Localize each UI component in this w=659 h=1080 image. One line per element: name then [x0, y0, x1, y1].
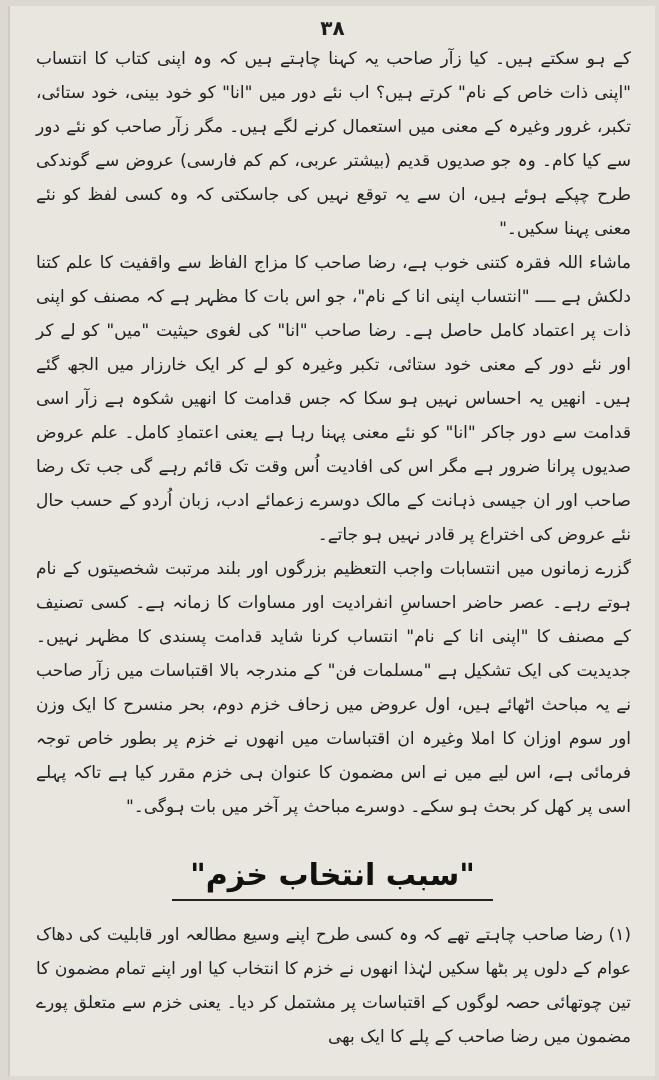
page-number: ۳۸	[320, 16, 345, 40]
book-page	[8, 6, 655, 1076]
section-heading: "سبب انتخاب خزم"	[172, 858, 493, 901]
main-text	[36, 42, 631, 824]
paragraph-3: گزرے زمانوں میں انتسابات واجب التعظیم بزرگوں اور بلند مرتبت شخصیتوں کے نام ہوتے رہے۔ عصر حاضر احساسِ انفرادیت اور مساوات کا زمانہ ہے۔ کسی تصنیف کے مصنف کا "اپنی انا کے نام" انتساب کرنا شاید قدامت پسندی کا مظہر نہیں۔ جدیدیت کی ایک تشکیل ہے "مسلمات فن" کے مندرجہ بالا اقتباسات میں زآر صاحب نے یہ مباحث اٹھائے ہیں، اول عروض میں زحاف خزم دوم، بحر منسرح کا ایک وزن اور سوم اوزان کا املا وغیرہ ان اقتباسات میں انھوں نے خزم پر بطور خاص توجہ فرمائی ہے، اس لیے میں نے اس مضمون کا عنوان ہی خزم مقرر کیا ہے تاکہ پہلے اسی پر کھل کر بحث ہو سکے۔ دوسرے مباحث پر آخر میں بات ہوگی۔"	[36, 559, 631, 817]
section-heading-wrap	[10, 858, 655, 901]
section-paragraph-1: (۱) رضا صاحب چاہتے تھے کہ وہ کسی طرح اپنے وسیع مطالعہ اور قابلیت کی دھاک عوام کے دلوں پر بٹھا سکیں لہٰذا انھوں نے خزم کا انتخاب کیا اور اپنے تمام مضمون کا تین چوتھائی حصہ لوگوں کے اقتباسات پر مشتمل کر دیا۔ یعنی خزم سے متعلق پورے مضمون میں رضا صاحب کے پلے کا ایک بھی	[36, 925, 631, 1047]
paragraph-2: ماشاء اللہ فقرہ کتنی خوب ہے، رضا صاحب کا مزاج الفاظ سے واقفیت کا علم کتنا دلکش ہے ــــ "انتساب اپنی انا کے نام"، جو اس بات کا مظہر ہے کہ مصنف کو اپنی ذات پر اعتماد کامل حاصل ہے۔ رضا صاحب "انا" کی لغوی حیثیت "میں" کو لے کر اور نئے دور کے معنی خود ستائی، تکبر وغیرہ کو لے کر ایک خارزار میں الجھ گئے ہیں۔ انھیں یہ احساس نہیں ہو سکا کہ جس قدامت کا انھیں شکوہ ہے زآر اسی قدامت سے دور جاکر "انا" کو نئے معنی پہنا رہا ہے یعنی اعتمادِ کامل۔ علم عروض صدیوں پرانا ضرور ہے مگر اس کی افادیت اُس وقت تک قائم رہے گی جب تک رضا صاحب اور ان جیسی ذہانت کے مالک دوسرے زعمائے ادب، زبان اُردو کے حسب حال نئے عروض کی اختراع پر قادر نہیں ہو جاتے۔	[36, 253, 631, 545]
section-text	[36, 918, 631, 1054]
paragraph-1: کے ہو سکتے ہیں۔ کیا زآر صاحب یہ کہنا چاہتے ہیں کہ وہ اپنی کتاب کا انتساب "اپنی ذات خاص کے نام" کرتے ہیں؟ اب نئے دور میں "انا" کو خود بینی، خود ستائی، تکبر، غرور وغیرہ کے معنی میں استعمال کرنے لگے ہیں۔ مگر زآر صاحب کو نئے دور سے کیا کام۔ وہ جو صدیوں قدیم (بیشتر عربی، کم کم فارسی) عروض سے گوندکی طرح چپکے ہوئے ہیں، ان سے یہ توقع نہیں کی جاسکتی کہ وہ کسی لفظ کو نئے معنی پہنا سکیں۔"	[36, 49, 631, 239]
